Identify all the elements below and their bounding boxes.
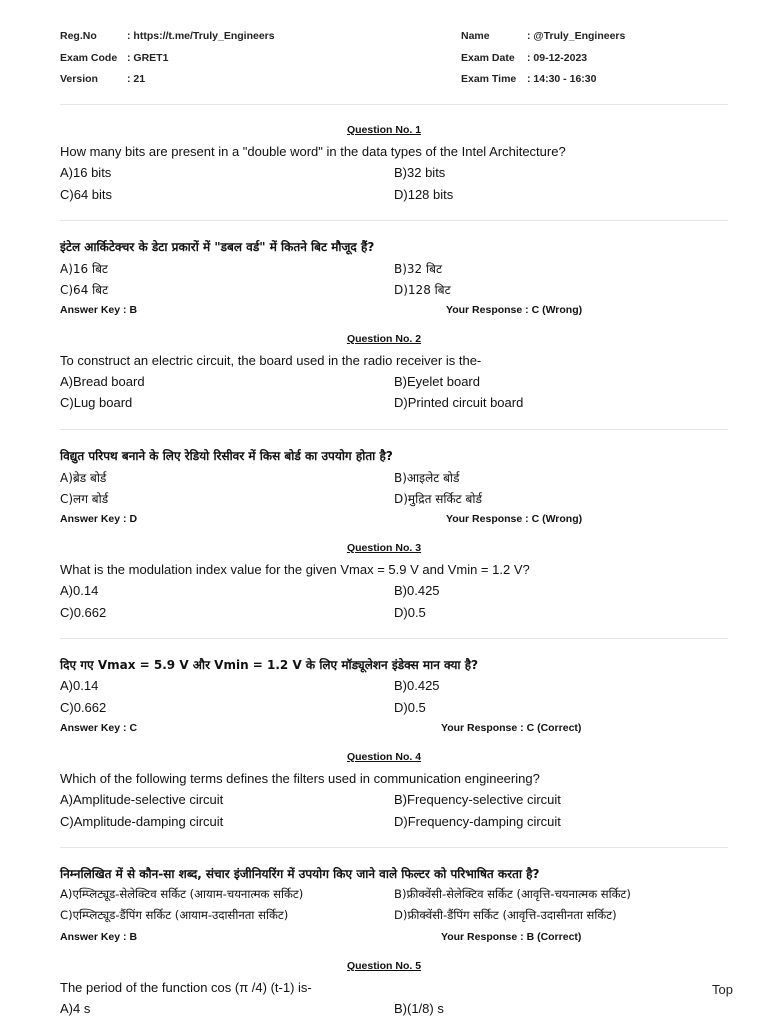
- answer-key: Answer Key : C: [60, 722, 138, 734]
- option-d-en: D)0.5: [394, 605, 426, 620]
- option-c-hi: C)64 बिट: [60, 283, 109, 297]
- option-c-hi: C)लग बोर्ड: [60, 492, 109, 506]
- option-d-hi: D)मुद्रित सर्किट बोर्ड: [394, 492, 482, 506]
- answer-key: Answer Key : B: [60, 931, 138, 943]
- option-a-en: A)4 s: [60, 1001, 91, 1016]
- option-c-en: C)Amplitude-damping circuit: [60, 814, 224, 829]
- divider: [60, 847, 728, 848]
- option-b-en: B)(1/8) s: [394, 1001, 444, 1016]
- examtime-label: Exam Time: [461, 73, 517, 85]
- option-c-hi: C)0.662: [60, 700, 107, 715]
- divider: [60, 429, 728, 430]
- option-a-hi: A)ब्रेड बोर्ड: [60, 471, 107, 485]
- examdate-label: Exam Date: [461, 52, 515, 64]
- your-response: Your Response : B (Correct): [441, 931, 582, 943]
- option-b-hi: B)32 बिट: [394, 262, 443, 276]
- option-b-hi: B)0.425: [394, 678, 440, 693]
- question-number: Question No. 4: [346, 751, 422, 763]
- option-b-hi: B)फ्रीक्वेंसी-सेलेक्टिव सर्किट (आवृत्ति-चयनात्मक सर्किट): [394, 887, 631, 901]
- question-text-en: How many bits are present in a "double word" in the data types of the Intel Architecture?: [60, 144, 566, 159]
- option-b-en: B)0.425: [394, 583, 440, 598]
- divider: [60, 638, 728, 639]
- option-d-en: D)128 bits: [394, 187, 454, 202]
- option-d-hi: D)फ्रीक्वेंसी-डैंपिंग सर्किट (आवृत्ति-उदासीनता सर्किट): [394, 908, 617, 922]
- option-b-en: B)Frequency-selective circuit: [394, 792, 561, 807]
- option-a-hi: A)0.14: [60, 678, 99, 693]
- question-text-hi: विद्युत परिपथ बनाने के लिए रेडियो रिसीवर में किस बोर्ड का उपयोग होता है?: [60, 449, 393, 463]
- option-a-en: A)16 bits: [60, 165, 112, 180]
- examdate-value: : 09-12-2023: [527, 52, 588, 64]
- name-label: Name: [461, 30, 490, 42]
- option-a-en: A)0.14: [60, 583, 99, 598]
- question-text-hi: निम्नलिखित में से कौन-सा शब्द, संचार इंजीनियरिंग में उपयोग किए जाने वाले फिल्टर को परिभाषित करता है?: [60, 867, 540, 881]
- name-value: : @Truly_Engineers: [527, 30, 626, 42]
- version-label: Version: [60, 73, 98, 85]
- option-d-en: D)Frequency-damping circuit: [394, 814, 561, 829]
- back-to-top-link[interactable]: Top: [712, 982, 733, 997]
- option-a-en: A)Amplitude-selective circuit: [60, 792, 224, 807]
- question-text-en: What is the modulation index value for the given Vmax = 5.9 V and Vmin = 1.2 V?: [60, 562, 530, 577]
- option-c-hi: C)एम्प्लिट्यूड-डैंपिंग सर्किट (आयाम-उदासीनता सर्किट): [60, 908, 289, 922]
- question-number: Question No. 3: [346, 542, 422, 554]
- option-a-hi: A)एम्प्लिट्यूड-सेलेक्टिव सर्किट (आयाम-चयनात्मक सर्किट): [60, 887, 304, 901]
- option-c-en: C)64 bits: [60, 187, 113, 202]
- question-text-en: To construct an electric circuit, the board used in the radio receiver is the-: [60, 353, 482, 368]
- question-text-en: Which of the following terms defines the filters used in communication engineering?: [60, 771, 540, 786]
- option-d-hi: D)128 बिट: [394, 283, 451, 297]
- option-b-en: B)Eyelet board: [394, 374, 480, 389]
- your-response: Your Response : C (Wrong): [446, 304, 583, 316]
- option-a-hi: A)16 बिट: [60, 262, 108, 276]
- question-number: Question No. 2: [346, 333, 422, 345]
- your-response: Your Response : C (Correct): [441, 722, 582, 734]
- question-number: Question No. 5: [346, 960, 422, 972]
- examcode-value: : GRET1: [127, 52, 169, 64]
- examcode-label: Exam Code: [60, 52, 118, 64]
- your-response: Your Response : C (Wrong): [446, 513, 583, 525]
- option-c-en: C)0.662: [60, 605, 107, 620]
- version-value: : 21: [127, 73, 146, 85]
- regno-value: : https://t.me/Truly_Engineers: [127, 30, 275, 42]
- question-text-hi: दिए गए Vmax = 5.9 V और Vmin = 1.2 V के लिए मॉड्यूलेशन इंडेक्स मान क्या है?: [60, 658, 479, 672]
- answer-key: Answer Key : D: [60, 513, 138, 525]
- examtime-value: : 14:30 - 16:30: [527, 73, 597, 85]
- option-d-en: D)Printed circuit board: [394, 395, 524, 410]
- divider: [60, 220, 728, 221]
- answer-key: Answer Key : B: [60, 304, 138, 316]
- option-c-en: C)Lug board: [60, 395, 133, 410]
- regno-label: Reg.No: [60, 30, 97, 42]
- question-text-en: The period of the function cos (π /4) (t-1) is-: [60, 980, 312, 995]
- option-b-hi: B)आइलेट बोर्ड: [394, 471, 460, 485]
- question-text-hi: इंटेल आर्किटेक्चर के डेटा प्रकारों में "डबल वर्ड" में कितने बिट मौजूद हैं?: [60, 240, 375, 254]
- question-number: Question No. 1: [346, 124, 422, 136]
- option-a-en: A)Bread board: [60, 374, 145, 389]
- option-d-hi: D)0.5: [394, 700, 426, 715]
- option-b-en: B)32 bits: [394, 165, 446, 180]
- divider: [60, 104, 728, 105]
